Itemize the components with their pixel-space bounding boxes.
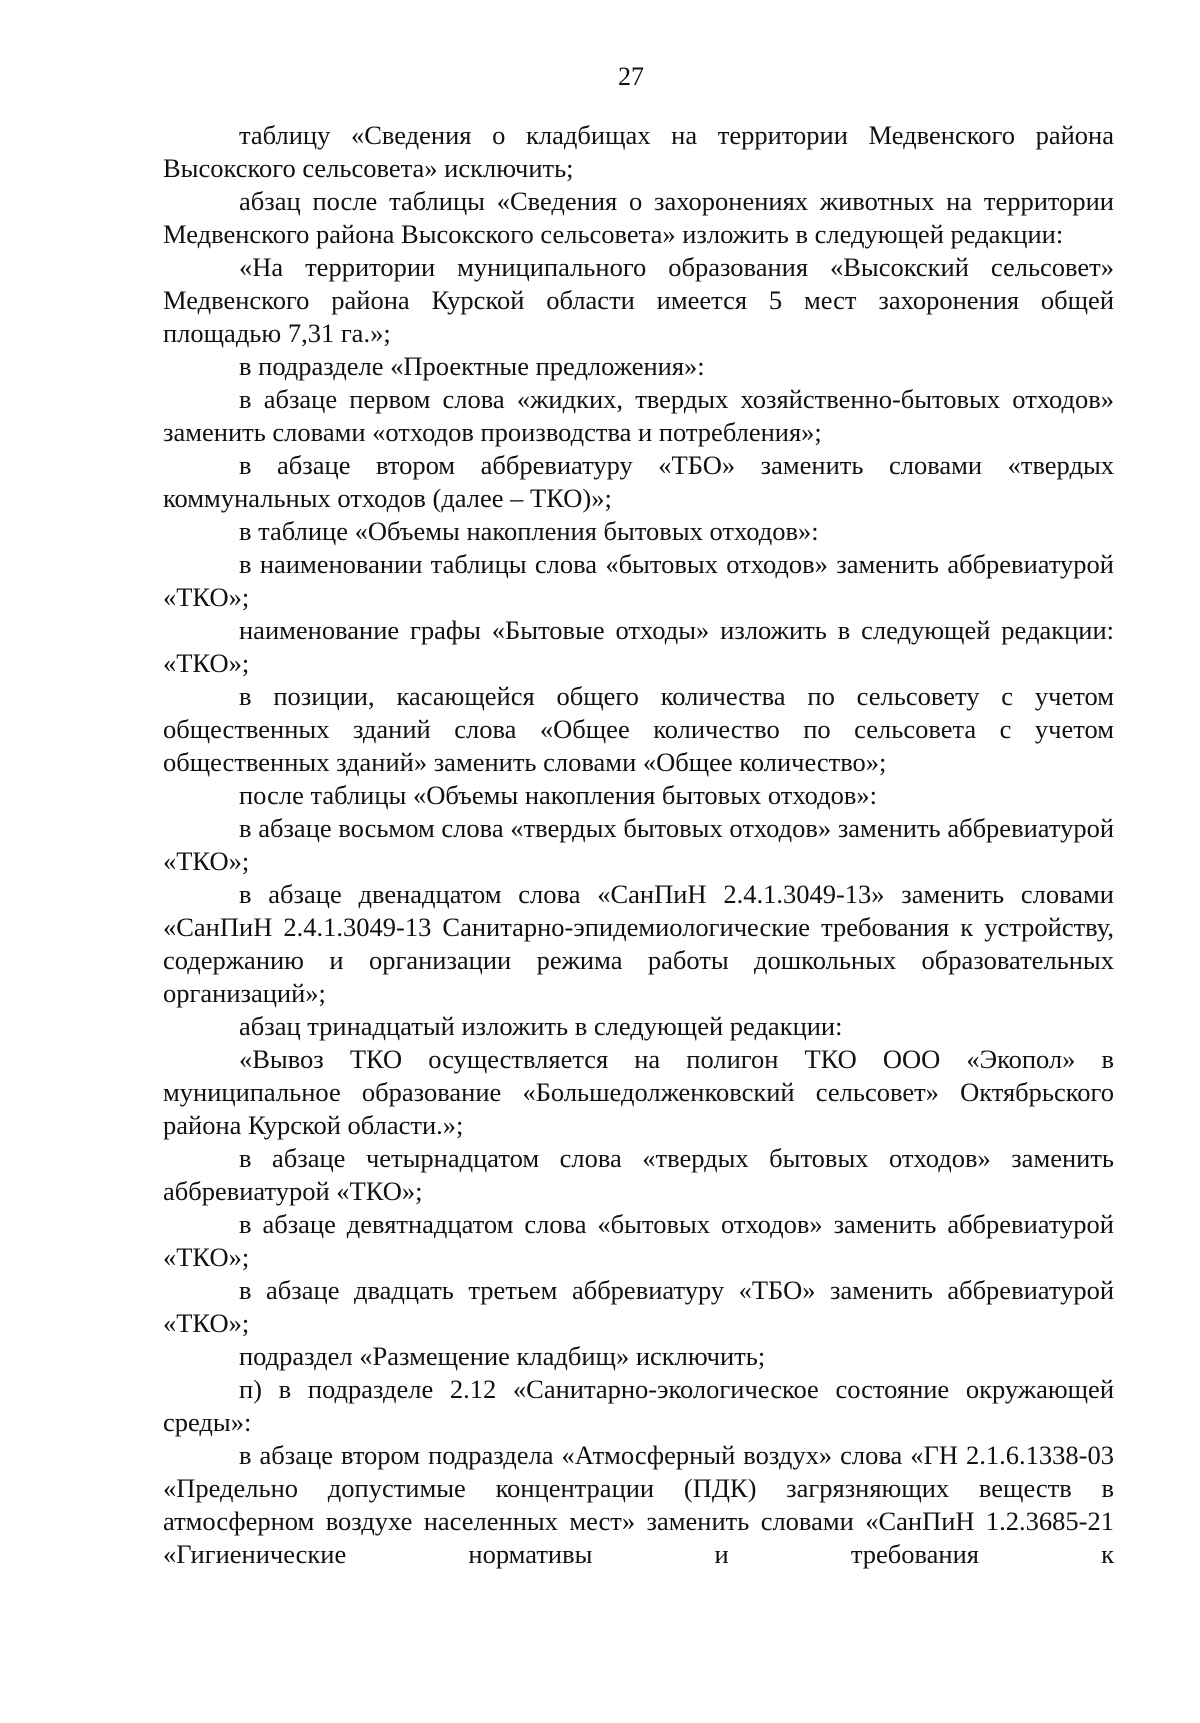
paragraph: «Вывоз ТКО осуществляется на полигон ТКО ООО «Экопол» в муниципальное образование «Большедолженковский сельсовет» Октябрьского района Курской области.»; [163,1044,1114,1140]
paragraph: в позиции, касающейся общего количества по сельсовету с учетом общественных зданий слова «Общее количество по сельсовета с учетом общественных зданий» заменить словами «Общее количество»; [163,681,1114,777]
paragraph: в наименовании таблицы слова «бытовых отходов» заменить аббревиатурой «ТКО»; [163,549,1114,612]
paragraph: в абзаце двадцать третьем аббревиатуру «ТБО» заменить аббревиатурой «ТКО»; [163,1275,1114,1338]
page-number: 27 [618,62,644,91]
paragraph: в подразделе «Проектные предложения»: [239,351,705,381]
paragraph: п) в подразделе 2.12 «Санитарно-экологическое состояние окружающей среды»: [163,1374,1114,1437]
paragraph: в абзаце четырнадцатом слова «твердых бытовых отходов» заменить аббревиатурой «ТКО»; [163,1143,1114,1206]
paragraph: в абзаце втором подраздела «Атмосферный воздух» слова «ГН 2.1.6.1338-03 «Предельно допустимые концентрации (ПДК) загрязняющих веществ в атмосферном воздухе населенных мест» заменить словами «СанПиН 1.2.3685-21 «Гигиенические нормативы и требования к [163,1440,1114,1569]
paragraph: «На территории муниципального образования «Высокский сельсовет» Медвенского района Курской области имеется 5 мест захоронения общей площадью 7,31 га.»; [163,252,1114,348]
paragraph: в таблице «Объемы накопления бытовых отходов»: [239,516,819,546]
paragraph: в абзаце втором аббревиатуру «ТБО» заменить словами «твердых коммунальных отходов (далее – ТКО)»; [163,450,1114,513]
paragraph: подраздел «Размещение кладбищ» исключить; [239,1341,766,1371]
paragraph: наименование графы «Бытовые отходы» изложить в следующей редакции: «ТКО»; [163,615,1114,678]
document-body [163,119,1114,1571]
paragraph: после таблицы «Объемы накопления бытовых отходов»: [239,780,877,810]
paragraph: абзац тринадцатый изложить в следующей редакции: [239,1011,843,1041]
paragraph: в абзаце девятнадцатом слова «бытовых отходов» заменить аббревиатурой «ТКО»; [163,1209,1114,1272]
paragraph: в абзаце восьмом слова «твердых бытовых отходов» заменить аббревиатурой «ТКО»; [163,813,1114,876]
paragraph: в абзаце первом слова «жидких, твердых хозяйственно-бытовых отходов» заменить словами «отходов производства и потребления»; [163,384,1114,447]
paragraph: таблицу «Сведения о кладбищах на территории Медвенского района Высокского сельсовета» исключить; [163,120,1114,183]
paragraph: абзац после таблицы «Сведения о захоронениях животных на территории Медвенского района Высокского сельсовета» изложить в следующей редакции: [163,186,1114,249]
paragraph: в абзаце двенадцатом слова «СанПиН 2.4.1.3049-13» заменить словами «СанПиН 2.4.1.3049-13 Санитарно-эпидемиологические требования к устройству, содержанию и организации режима работы дошкольных образовательных организаций»; [163,879,1114,1008]
